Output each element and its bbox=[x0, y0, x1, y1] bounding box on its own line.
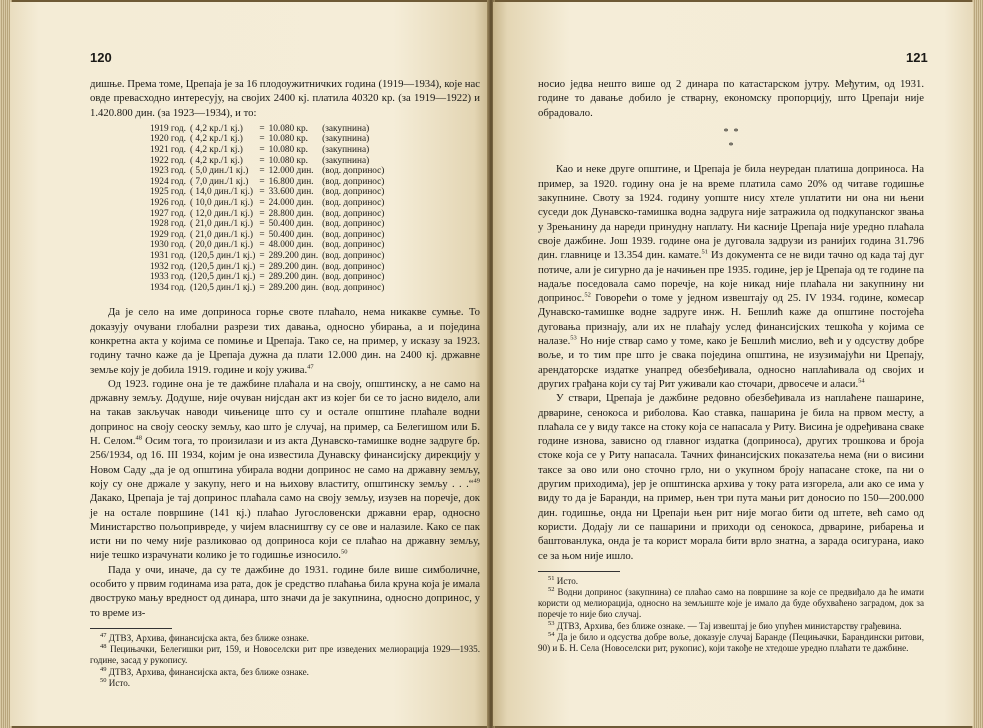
table-cell: = bbox=[259, 229, 265, 240]
footnote: $^{49}$ ДТВЗ, Архива, финансијска акта, без ближе ознаке. bbox=[100, 665, 309, 677]
table-cell: 10.080 кр. bbox=[268, 155, 308, 166]
table-cell: 1928 год. bbox=[150, 219, 186, 230]
table-cell: 1925 год. bbox=[150, 187, 186, 198]
table-cell: (вод. допринос) bbox=[322, 187, 385, 198]
footnotes bbox=[538, 576, 924, 654]
table-cell: (вод. допринос) bbox=[322, 272, 385, 283]
table-cell: 289.200 дин. bbox=[268, 251, 319, 262]
table-cell: ( 4,2 кр./1 кј.) bbox=[189, 145, 243, 156]
table-cell: (120,5 дин./1 кј.) bbox=[189, 251, 256, 262]
footnotes bbox=[90, 633, 480, 689]
table-cell: 28.800 дин. bbox=[268, 208, 314, 219]
table-cell: = bbox=[259, 166, 265, 177]
table-cell: (вод. допринос) bbox=[322, 219, 385, 230]
paragraph: Од 1923. године она је те дажбине плаћала и на своју, општинску, а не само на државну земљу. Додуше, није очуван нијсдан акт из којег би се то јасно видело, али на такав закључак наводи чињенице што су и остале општине плаћале водни допринос на своју сеоску земљу, као што је случај, на пример, са Белегишом или Б. Н. Селом.$^{48}$ Осим тога, то произилази и из акта Дунавско-тамишке водне задруге бр. 256/1934, од 16. III 1934, којим је она известила Дунавску финансијску дирекцију у Новом Саду „да је од општина убирала водни допринос не само на државну земљу, коју су оне држале у закупу, него и на њихову властиту, општинску земљу . . .“$^{49}$ Дакако, Црепаја је тај допринос плаћала само на своју земљу, изузев на поречје, док је на остале површине (141 кј.) плаћао Југословенски државни ерар, односно Министарство пољопривреде, у чијем власништву су се ове и налазиле. Како се пак исти ни по чему није разликовао од доприноса који се плаћао на државну земљу, није тешко израчунати колико је то годишње износило.$^{50}$ bbox=[90, 377, 480, 562]
table-cell: (закупнина) bbox=[322, 123, 370, 134]
table-cell: ( 21,0 дин./1 кј.) bbox=[189, 219, 254, 230]
table-cell: 1932 год. bbox=[150, 261, 186, 272]
table-cell: (120,5 дин./1 кј.) bbox=[189, 261, 256, 272]
table-row bbox=[148, 219, 386, 230]
table-cell: 1922 год. bbox=[150, 155, 186, 166]
table-cell: 24.000 дин. bbox=[268, 198, 314, 209]
table-cell: 33.600 дин. bbox=[268, 187, 314, 198]
table-cell: (закупнина) bbox=[322, 134, 370, 145]
section-break: * * * bbox=[723, 126, 739, 153]
table-cell: 1930 год. bbox=[150, 240, 186, 251]
table-cell: = bbox=[259, 155, 265, 166]
table-cell: 1929 год. bbox=[150, 229, 186, 240]
table-cell: 289.200 дин. bbox=[268, 261, 319, 272]
table-cell: 1934 год. bbox=[150, 282, 186, 293]
table-cell: 10.080 кр. bbox=[268, 134, 308, 145]
table-cell: ( 12,0 дин./1 кј.) bbox=[189, 208, 254, 219]
footnote: $^{52}$ Водни допринос (закупнина) се плаћао само на површине за које се предвиђало да ће имати користи од мелиорација, односно на земљиште које је имало да буде обухваћено заградом, док за поречје то није био случај. bbox=[538, 585, 924, 620]
table-cell: = bbox=[259, 176, 265, 187]
table-cell: (вод. допринос) bbox=[322, 240, 385, 251]
table-row bbox=[148, 177, 386, 188]
paragraph: Да је село на име доприноса горње своте плаћало, нема никакве сумње. То доказују очувани глобални разрези тих давања, односно убирања, а и поједина конкретна акта у којима се помиње и Црепаја. Тако се, на пример, у исказу за 1923. годину тачно каже да је Црепаја дужна да плати 12.000 дин. на 2400 кј. државне земље коју је добила 1919. године и коју ужива.$^{47}$ bbox=[90, 306, 480, 376]
right-page-body bbox=[538, 77, 924, 654]
table-row bbox=[148, 230, 386, 241]
table-cell: (120,5 дин./1 кј.) bbox=[189, 282, 256, 293]
table-cell: (вод. допринос) bbox=[322, 261, 385, 272]
table-cell: 1927 год. bbox=[150, 208, 186, 219]
table-cell: ( 4,2 кр./1 кј.) bbox=[189, 123, 243, 134]
table-cell: 1921 год. bbox=[150, 145, 186, 156]
table-cell: 50.400 дин. bbox=[268, 229, 314, 240]
table-cell: = bbox=[259, 187, 265, 198]
table-cell: 1919 год. bbox=[150, 123, 186, 134]
table-cell: ( 7,0 дин./1 кј.) bbox=[189, 176, 249, 187]
footnote: $^{50}$ Исто. bbox=[100, 676, 131, 688]
table-cell: = bbox=[259, 123, 265, 134]
table-row bbox=[148, 240, 386, 251]
table-cell: = bbox=[259, 251, 265, 262]
table-cell: (120,5 дин./1 кј.) bbox=[189, 272, 256, 283]
table-cell: (закупнина) bbox=[322, 145, 370, 156]
table-cell: (вод. допринос) bbox=[322, 229, 385, 240]
page-edges-right bbox=[972, 0, 983, 728]
footnote-divider bbox=[90, 628, 172, 629]
table-cell: = bbox=[259, 219, 265, 230]
table-cell: ( 4,2 кр./1 кј.) bbox=[189, 155, 243, 166]
table-cell: (вод. допринос) bbox=[322, 198, 385, 209]
table-row bbox=[148, 187, 386, 198]
table-row bbox=[148, 198, 386, 209]
table-cell: = bbox=[259, 208, 265, 219]
table-cell: = bbox=[259, 145, 265, 156]
table-cell: = bbox=[259, 198, 265, 209]
table-row bbox=[148, 166, 386, 177]
table-row bbox=[148, 251, 386, 262]
right-page bbox=[493, 2, 973, 726]
payments-table bbox=[148, 124, 386, 294]
table-cell: 10.080 кр. bbox=[268, 123, 308, 134]
table-cell: ( 10,0 дин./1 кј.) bbox=[189, 198, 254, 209]
table-row bbox=[148, 124, 386, 135]
left-page-body bbox=[90, 77, 480, 689]
table-row bbox=[148, 209, 386, 220]
table-row bbox=[148, 272, 386, 283]
left-page bbox=[10, 2, 489, 726]
table-cell: (вод. допринос) bbox=[322, 166, 385, 177]
table-cell: = bbox=[259, 282, 265, 293]
table-cell: 50.400 дин. bbox=[268, 219, 314, 230]
table-cell: 1926 год. bbox=[150, 198, 186, 209]
table-cell: 12.000 дин. bbox=[268, 166, 314, 177]
paragraph: У ствари, Црепаја је дажбине редовно обезбеђивала из наплаћене пашарине, дрварине, сенокоса и риболова. Као ставка, пашарина је била на првом месту, а плаћала се у виду таксе на стоку која се напасала у Риту. Висина је одређивана сваке године изнова, зависно од главног издатка (доприноса), других трошкова и броја стоке која се у Риту напасала. Тачних финансијских показатеља нема (ни о висини таксе за ово или оно сточно грло, ни о укупном броју напасане стоке, па ни о другим приходима), јер је општинска архива у току рата изгорела, али ако се има у виду то да је Баранди, на пример, њен три пута мањи рит доносио по 150—200.000 дин. годишње, онда ни Црепаји њен рит није могао бити од штете, већ само од користи. Додају ли се пашарини и приходи од сенокоса, дрварине, рибарења и баштованлука, онда је та корист морала бити врло знатна, а зарада осигурана, иако се за њом није ишло. bbox=[538, 392, 924, 562]
table-cell: (вод. допринос) bbox=[322, 251, 385, 262]
table-cell: 1923 год. bbox=[150, 166, 186, 177]
table-cell: ( 4,2 кр./1 кј.) bbox=[189, 134, 243, 145]
table-row bbox=[148, 145, 386, 156]
footnote: $^{48}$ Пецињачки, Белегишки рит, 159, и Новоселски рит пре изведених мелиорација 1929—1935. године, засад у рукопису. bbox=[90, 643, 480, 666]
table-cell: (закупнина) bbox=[322, 155, 370, 166]
footnote: $^{47}$ ДТВЗ, Архива, финансијска акта, без ближе ознаке. bbox=[100, 631, 309, 643]
table-cell: ( 21,0 дин./1 кј.) bbox=[189, 229, 254, 240]
page-number: 120 bbox=[90, 50, 112, 65]
table-cell: 10.080 кр. bbox=[268, 145, 308, 156]
table-cell: 289.200 дин. bbox=[268, 282, 319, 293]
paragraph: Као и неке друге општине, и Црепаја је била неуредан платиша доприноса. На пример, за 1920. годину она је на време платила само 20% од читаве годишње закупнине. Своту за 1924. годину уопште нису хтеле уплатити ни она ни њени суседи док Дунавско-тамишка водна задруга није затражила од подкупанског звања у Зрењанину да нареди принудну наплату. Ни касније Црепаја није уредно плаћала своје дажбине. Још 1939. године она је дуговала задрузи из ранијих година 31.796 дин. главнице и 13.354 дин. камате.$^{51}$ Из документа се не види тачно од када тај дуг потиче, али је сигурно да је начињен пре 1935. године, јер је Црепаја од те године па надаље поседовала само поречје, на које никад није плаћала ни закупнину ни допринос.$^{52}$ Говорећи о томе у једном извештају од 25. IV 1934. године, комесар Дунавско-тамишке водне задруге инж. Н. Бешлић каже да општине постојећа дуговања признају, али их не плаћају услед финансијских тешкоћа у којима се налазе.$^{53}$ Но није ствар само у томе, како је Бешлић мислио, већ и у одсуству добре воље, и то тим пре што је свака поједина општина, не изузимајући ни Црепају, арендаторске издатке унапред обезбеђивала, односно наплаћивала од својих и других грађана који су тај Рит уживали као сточари, дрвосече и аласи.$^{54}$ bbox=[538, 163, 925, 390]
table-row bbox=[148, 262, 386, 273]
paragraph: Пада у очи, иначе, да су те дажбине до 1931. године биле више симболичне, особито у првим годинама иза рата, док је средство плаћања била круна која је имала двоструко мању вредност од динара, што значи да је закупнина, односно допринос, у то време из- bbox=[90, 563, 480, 619]
table-cell: (вод. допринос) bbox=[322, 282, 385, 293]
table-cell: = bbox=[259, 272, 265, 283]
paragraph: носио једва нешто више од 2 динара по катастарском јутру. Међутим, од 1931. године то давање добило је стварну, економску пропорцију, што Црепаји није обрадовало. bbox=[538, 78, 924, 119]
table-cell: ( 14,0 дин./1 кј.) bbox=[189, 187, 254, 198]
table-cell: 289.200 дин. bbox=[268, 272, 319, 283]
footnote: $^{53}$ ДТВЗ, Архива, без ближе ознаке. — Тај извештај је био упућен министарству грађевина. bbox=[548, 619, 902, 631]
table-cell: (вод. допринос) bbox=[322, 208, 385, 219]
table-cell: = bbox=[259, 134, 265, 145]
table-row bbox=[148, 134, 386, 145]
table-cell: 16.800 дин. bbox=[268, 176, 314, 187]
footnote: $^{51}$ Исто. bbox=[548, 574, 579, 586]
table-cell: 1933 год. bbox=[150, 272, 186, 283]
table-cell: ( 20,0 дин./1 кј.) bbox=[189, 240, 254, 251]
table-cell: (вод. допринос) bbox=[322, 176, 385, 187]
table-cell: = bbox=[259, 261, 265, 272]
table-cell: 1931 год. bbox=[150, 251, 186, 262]
page-number: 121 bbox=[906, 50, 928, 65]
table-cell: 48.000 дин. bbox=[268, 240, 314, 251]
table-row bbox=[148, 283, 386, 294]
table-row bbox=[148, 156, 386, 167]
footnote: $^{54}$ Да је било и одсуства добре воље, доказује случај Баранде (Пецињачки, Барандински ритови, 90) и Б. Н. Села (Новоселски рит, рукопис), који такође не хтедоше уредно плаћати те дажбине. bbox=[538, 630, 924, 654]
footnote-divider bbox=[538, 571, 620, 572]
table-cell: 1920 год. bbox=[150, 134, 186, 145]
table-cell: = bbox=[259, 240, 265, 251]
paragraph: дишње. Према томе, Црепаја је за 16 плодоужитничких година (1919—1934), које нас овде превасходно интересују, на својих 2400 кј. платила 40320 кр. (за 1919—1922) и 1.420.800 дин. (за 1923—1934), и то: bbox=[90, 78, 480, 119]
table-cell: 1924 год. bbox=[150, 176, 186, 187]
table-cell: ( 5,0 дин./1 кј.) bbox=[189, 166, 249, 177]
